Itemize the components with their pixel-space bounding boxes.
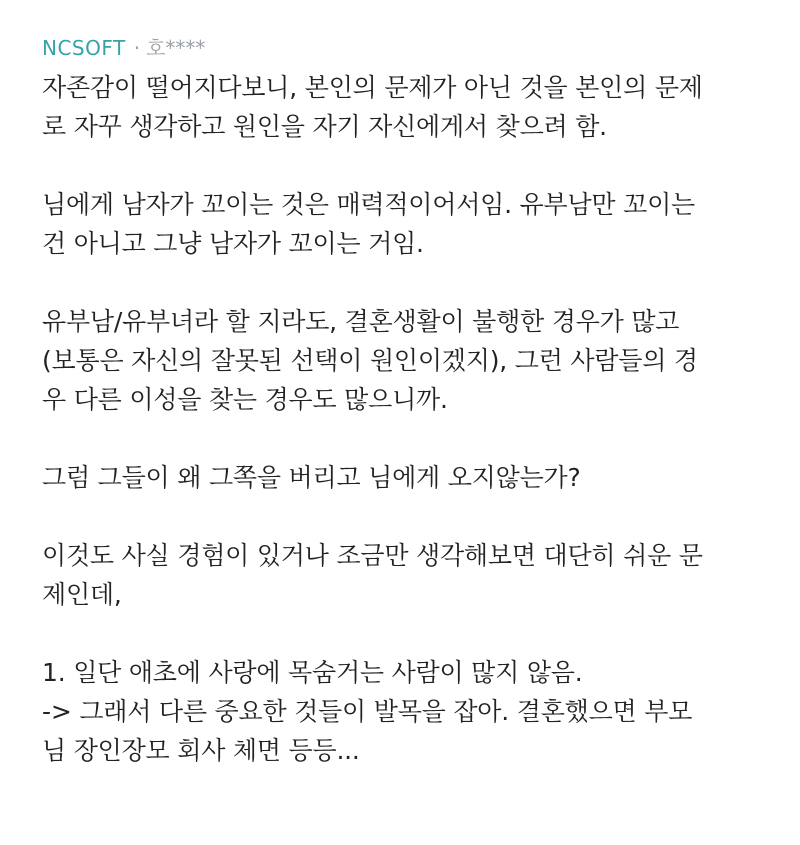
comment-line: 건 아니고 그냥 남자가 꼬이는 거임.: [42, 229, 424, 258]
author-name: 호****: [146, 36, 206, 60]
comment-line: 님에게 남자가 꼬이는 것은 매력적이어서임. 유부남만 꼬이는: [42, 190, 695, 219]
comment-line: 로 자꾸 생각하고 원인을 자기 자신에게서 찾으려 함.: [42, 112, 607, 141]
blank-line: [42, 614, 776, 653]
comment-line: -> 그래서 다른 중요한 것들이 발목을 잡아. 결혼했으면 부모: [42, 697, 693, 726]
comment-line: 우 다른 이성을 찾는 경우도 많으니까.: [42, 385, 448, 414]
meta-separator: ·: [133, 36, 141, 60]
company-name[interactable]: NCSOFT: [42, 36, 126, 60]
comment-line: 님 장인장모 회사 체면 등등...: [42, 736, 360, 765]
comment-line: 제인데,: [42, 580, 122, 609]
comment-line: 자존감이 떨어지다보니, 본인의 문제가 아닌 것을 본인의 문제: [42, 73, 703, 102]
comment-line: 그럼 그들이 왜 그쪽을 버리고 님에게 오지않는가?: [42, 463, 581, 492]
comment-line: 1. 일단 애초에 사랑에 목숨거는 사람이 많지 않음.: [42, 658, 583, 687]
blank-line: [42, 146, 776, 185]
comment-line: 유부남/유부녀라 할 지라도, 결혼생활이 불행한 경우가 많고: [42, 307, 680, 336]
blank-line: [42, 497, 776, 536]
blank-line: [42, 419, 776, 458]
comment-line: (보통은 자신의 잘못된 선택이 원인이겠지), 그런 사람들의 경: [42, 346, 698, 375]
comment-line: 이것도 사실 경험이 있거나 조금만 생각해보면 대단히 쉬운 문: [42, 541, 703, 570]
blank-line: [42, 263, 776, 302]
comment-meta: [42, 34, 776, 68]
comment-body: [42, 68, 776, 770]
